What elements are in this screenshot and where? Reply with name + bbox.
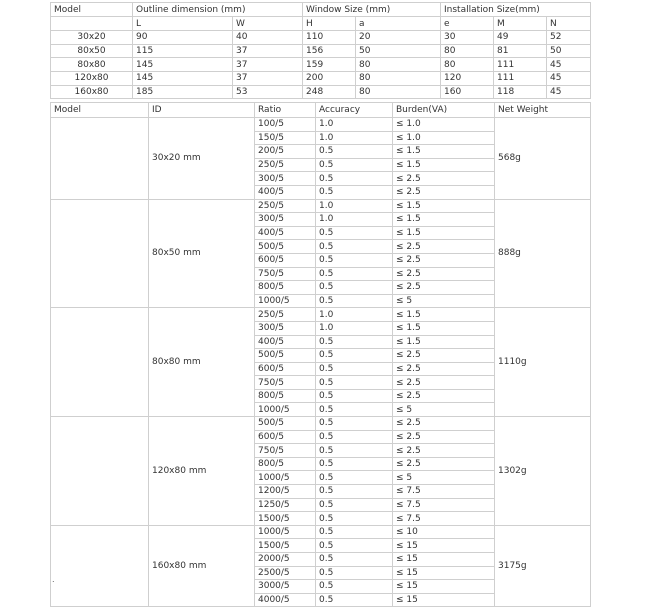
dimension-cell: 80 [356,85,441,99]
burden-cell: ≤ 1.5 [393,213,495,227]
model-cell: 160x80 [51,85,133,99]
dimension-cell: 37 [233,72,303,86]
burden-cell: ≤ 15 [393,539,495,553]
accuracy-cell: 0.5 [316,172,393,186]
ratio-cell: 800/5 [255,457,316,471]
burden-cell: ≤ 15 [393,566,495,580]
spec-row [51,417,591,431]
ratio-cell: 400/5 [255,226,316,240]
accuracy-cell: 0.5 [316,539,393,553]
ratio-cell: 150/5 [255,131,316,145]
accuracy-cell: 0.5 [316,444,393,458]
accuracy-cell: 1.0 [316,199,393,213]
spec-row [51,118,591,132]
header-window-size: Window Size (mm) [303,3,441,17]
dimension-cell: 159 [303,58,356,72]
accuracy-cell: 0.5 [316,376,393,390]
ratio-cell: 750/5 [255,444,316,458]
accuracy-cell: 0.5 [316,267,393,281]
subheader-blank [51,17,133,31]
subheader-h: H [303,17,356,31]
ratio-cell: 250/5 [255,199,316,213]
accuracy-cell: 0.5 [316,512,393,526]
model-cell: 120x80 [51,72,133,86]
burden-cell: ≤ 1.5 [393,308,495,322]
dimension-cell: 111 [494,72,547,86]
dimension-cell: 80 [441,44,494,58]
accuracy-cell: 0.5 [316,525,393,539]
ratio-cell: 750/5 [255,267,316,281]
id-cell: 80x80 mm [149,308,255,417]
accuracy-cell: 0.5 [316,430,393,444]
ratio-cell: 250/5 [255,158,316,172]
dimension-cell: 81 [494,44,547,58]
accuracy-cell: 0.5 [316,471,393,485]
net-weight-cell: 888g [495,199,591,308]
burden-cell: ≤ 2.5 [393,240,495,254]
ratio-cell: 800/5 [255,281,316,295]
ratio-cell: 2000/5 [255,553,316,567]
dimension-cell: 53 [233,85,303,99]
subheader-w: W [233,17,303,31]
spec-row [51,308,591,322]
accuracy-cell: 0.5 [316,294,393,308]
ratio-cell: 1500/5 [255,539,316,553]
dimension-row [51,72,591,86]
burden-cell: ≤ 1.0 [393,131,495,145]
dimension-cell: 156 [303,44,356,58]
dimension-cell: 45 [547,85,591,99]
model-cell [51,118,149,200]
ratio-cell: 500/5 [255,417,316,431]
burden-cell: ≤ 2.5 [393,172,495,186]
burden-cell: ≤ 15 [393,593,495,607]
accuracy-cell: 0.5 [316,185,393,199]
ratio-cell: 600/5 [255,253,316,267]
subheader-m: M [494,17,547,31]
dimension-cell: 49 [494,31,547,45]
header-net-weight: Net Weight [495,103,591,118]
dimension-cell: 37 [233,58,303,72]
accuracy-cell: 0.5 [316,158,393,172]
dimension-cell: 118 [494,85,547,99]
dimension-cell: 20 [356,31,441,45]
dimension-row [51,31,591,45]
dimension-cell: 90 [133,31,233,45]
burden-cell: ≤ 2.5 [393,417,495,431]
subheader-l: L [133,17,233,31]
accuracy-cell: 0.5 [316,253,393,267]
burden-cell: ≤ 5 [393,403,495,417]
dimension-cell: 185 [133,85,233,99]
dimension-cell: 37 [233,44,303,58]
dimension-row [51,85,591,99]
model-cell: 30x20 [51,31,133,45]
dimension-header-row [51,3,591,17]
ratio-cell: 400/5 [255,185,316,199]
ratio-cell: 1500/5 [255,512,316,526]
burden-cell: ≤ 7.5 [393,498,495,512]
dimension-table [50,2,591,99]
ratio-cell: 750/5 [255,376,316,390]
burden-cell: ≤ 2.5 [393,253,495,267]
dimension-cell: 45 [547,58,591,72]
dimension-cell: 145 [133,58,233,72]
burden-cell: ≤ 1.5 [393,158,495,172]
accuracy-cell: 0.5 [316,281,393,295]
model-cell [51,308,149,417]
ratio-cell: 600/5 [255,362,316,376]
dimension-cell: 40 [233,31,303,45]
ratio-cell: 600/5 [255,430,316,444]
header-model: Model [51,103,149,118]
dimension-cell: 50 [356,44,441,58]
ratio-cell: 1000/5 [255,294,316,308]
accuracy-cell: 0.5 [316,403,393,417]
burden-cell: ≤ 7.5 [393,512,495,526]
accuracy-cell: 0.5 [316,349,393,363]
burden-cell: ≤ 2.5 [393,457,495,471]
accuracy-cell: 0.5 [316,240,393,254]
burden-cell: ≤ 2.5 [393,430,495,444]
burden-cell: ≤ 2.5 [393,185,495,199]
accuracy-cell: 1.0 [316,308,393,322]
spec-header-row [51,103,591,118]
model-cell [51,199,149,308]
accuracy-cell: 1.0 [316,213,393,227]
id-cell: 30x20 mm [149,118,255,200]
ratio-cell: 2500/5 [255,566,316,580]
burden-cell: ≤ 2.5 [393,349,495,363]
id-cell: 160x80 mm [149,525,255,607]
model-cell [51,417,149,526]
ratio-cell: 100/5 [255,118,316,132]
ratio-cell: 1000/5 [255,471,316,485]
header-burden: Burden(VA) [393,103,495,118]
ratio-cell: 250/5 [255,308,316,322]
accuracy-cell: 0.5 [316,362,393,376]
dimension-cell: 120 [441,72,494,86]
burden-cell: ≤ 10 [393,525,495,539]
model-cell [51,525,149,607]
header-ratio: Ratio [255,103,316,118]
ratio-cell: 4000/5 [255,593,316,607]
header-id: ID [149,103,255,118]
header-model: Model [51,3,133,17]
ratio-cell: 500/5 [255,240,316,254]
dimension-cell: 80 [356,72,441,86]
accuracy-cell: 0.5 [316,485,393,499]
accuracy-cell: 0.5 [316,553,393,567]
model-cell: 80x80 [51,58,133,72]
dimension-cell: 80 [441,58,494,72]
dimension-cell: 200 [303,72,356,86]
burden-cell: ≤ 1.5 [393,321,495,335]
burden-cell: ≤ 2.5 [393,376,495,390]
net-weight-cell: 568g [495,118,591,200]
burden-cell: ≤ 2.5 [393,267,495,281]
burden-cell: ≤ 5 [393,294,495,308]
ratio-cell: 300/5 [255,172,316,186]
subheader-e: e [441,17,494,31]
burden-cell: ≤ 5 [393,471,495,485]
ratio-cell: 800/5 [255,389,316,403]
ratio-cell: 300/5 [255,213,316,227]
dimension-cell: 50 [547,44,591,58]
spec-row [51,525,591,539]
accuracy-cell: 1.0 [316,118,393,132]
burden-cell: ≤ 1.5 [393,145,495,159]
stray-mark: . [52,575,55,584]
subheader-a: a [356,17,441,31]
burden-cell: ≤ 1.5 [393,335,495,349]
accuracy-cell: 0.5 [316,580,393,594]
model-cell: 80x50 [51,44,133,58]
dimension-cell: 248 [303,85,356,99]
dimension-cell: 110 [303,31,356,45]
spec-row [51,199,591,213]
dimension-row [51,44,591,58]
ratio-cell: 3000/5 [255,580,316,594]
dimension-cell: 45 [547,72,591,86]
net-weight-cell: 1302g [495,417,591,526]
ratio-cell: 1000/5 [255,525,316,539]
burden-cell: ≤ 1.0 [393,118,495,132]
accuracy-cell: 0.5 [316,566,393,580]
ratio-cell: 200/5 [255,145,316,159]
accuracy-cell: 0.5 [316,498,393,512]
dimension-cell: 115 [133,44,233,58]
net-weight-cell: 3175g [495,525,591,607]
burden-cell: ≤ 7.5 [393,485,495,499]
subheader-n: N [547,17,591,31]
accuracy-cell: 1.0 [316,131,393,145]
ratio-cell: 1000/5 [255,403,316,417]
accuracy-cell: 0.5 [316,226,393,240]
header-accuracy: Accuracy [316,103,393,118]
ratio-cell: 1250/5 [255,498,316,512]
header-installation-size: Installation Size(mm) [441,3,591,17]
accuracy-cell: 1.0 [316,321,393,335]
dimension-cell: 52 [547,31,591,45]
burden-cell: ≤ 2.5 [393,444,495,458]
dimension-cell: 160 [441,85,494,99]
burden-cell: ≤ 2.5 [393,389,495,403]
ratio-cell: 500/5 [255,349,316,363]
id-cell: 120x80 mm [149,417,255,526]
spec-table [50,102,591,607]
ratio-cell: 1200/5 [255,485,316,499]
accuracy-cell: 0.5 [316,417,393,431]
header-outline-dimension: Outline dimension (mm) [133,3,303,17]
dimension-cell: 145 [133,72,233,86]
accuracy-cell: 0.5 [316,593,393,607]
dimension-cell: 30 [441,31,494,45]
dimension-row [51,58,591,72]
accuracy-cell: 0.5 [316,335,393,349]
burden-cell: ≤ 15 [393,580,495,594]
accuracy-cell: 0.5 [316,457,393,471]
burden-cell: ≤ 15 [393,553,495,567]
burden-cell: ≤ 2.5 [393,362,495,376]
dimension-cell: 80 [356,58,441,72]
ratio-cell: 300/5 [255,321,316,335]
dimension-cell: 111 [494,58,547,72]
net-weight-cell: 1110g [495,308,591,417]
dimension-subheader-row [51,17,591,31]
id-cell: 80x50 mm [149,199,255,308]
ratio-cell: 400/5 [255,335,316,349]
accuracy-cell: 0.5 [316,389,393,403]
accuracy-cell: 0.5 [316,145,393,159]
burden-cell: ≤ 1.5 [393,199,495,213]
burden-cell: ≤ 2.5 [393,281,495,295]
burden-cell: ≤ 1.5 [393,226,495,240]
